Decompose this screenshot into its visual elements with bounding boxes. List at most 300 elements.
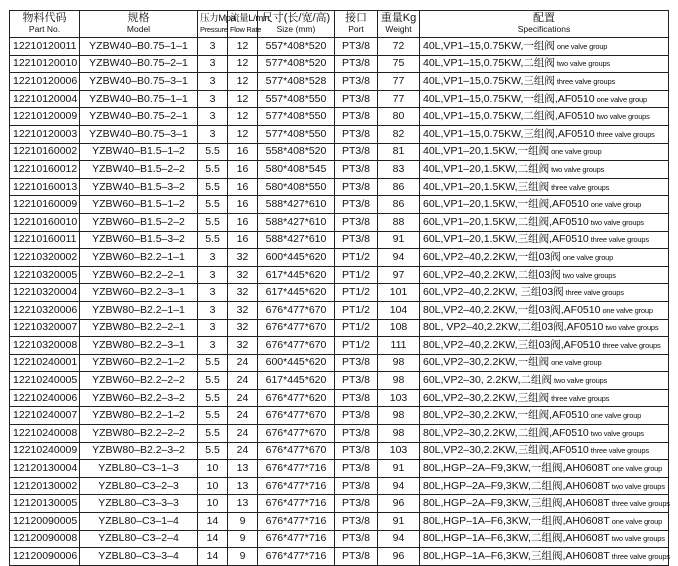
- size-cell: 676*477*670: [258, 319, 335, 337]
- spec-english-note: two valve groups: [611, 534, 665, 544]
- model-cell: YZBL80–C3–1–4: [80, 513, 198, 531]
- specifications-cell: [420, 337, 669, 355]
- weight-cell: 94: [378, 477, 420, 495]
- part-no-cell: 12210240005: [10, 372, 80, 390]
- port-cell: PT3/8: [335, 372, 378, 390]
- table-row: [10, 196, 669, 214]
- weight-cell: 98: [378, 407, 420, 425]
- weight-cell: 77: [378, 73, 420, 91]
- pressure-cell: 5.5: [198, 231, 228, 249]
- flow-rate-cell: 13: [228, 477, 258, 495]
- model-cell: YZBW80–B2.2–3–2: [80, 442, 198, 460]
- port-cell: PT3/8: [335, 231, 378, 249]
- part-no-cell: 12210240006: [10, 389, 80, 407]
- weight-cell: 91: [378, 460, 420, 478]
- table-row: [10, 460, 669, 478]
- model-cell: YZBW40–B1.5–3–2: [80, 178, 198, 196]
- part-no-cell: 12210120004: [10, 90, 80, 108]
- spec-english-note: three valve groups: [590, 446, 649, 456]
- size-cell: 676*477*670: [258, 407, 335, 425]
- size-cell: 580*408*545: [258, 161, 335, 179]
- header-weight: 重量Kg Weight: [378, 11, 420, 38]
- flow-rate-cell: 16: [228, 213, 258, 231]
- part-no-cell: 12210240007: [10, 407, 80, 425]
- weight-cell: 77: [378, 90, 420, 108]
- spec-english-note: two valve groups: [596, 112, 650, 122]
- pressure-cell: 3: [198, 301, 228, 319]
- pressure-cell: 10: [198, 460, 228, 478]
- spec-english-note: one valve group: [611, 464, 663, 474]
- weight-cell: 98: [378, 354, 420, 372]
- weight-cell: 83: [378, 161, 420, 179]
- part-no-cell: 12210320008: [10, 337, 80, 355]
- weight-cell: 96: [378, 548, 420, 566]
- size-cell: 617*445*620: [258, 266, 335, 284]
- flow-rate-cell: 32: [228, 284, 258, 302]
- flow-rate-cell: 24: [228, 354, 258, 372]
- model-cell: YZBW40–B0.75–3–1: [80, 73, 198, 91]
- spec-text: 80L,VP2–40,2.2KW,一组03阀,AF0510: [423, 303, 601, 316]
- specifications-cell: [420, 548, 669, 566]
- specifications-cell: [420, 530, 669, 548]
- part-no-cell: 12210160013: [10, 178, 80, 196]
- spec-text: 80L, VP2–40,2.2KW,二组03阀,AF0510: [423, 321, 604, 334]
- spec-english-note: three valve groups: [551, 393, 610, 403]
- spec-text: 40L,VP1–15,0.75KW,二组阀,AF0510: [423, 110, 595, 123]
- spec-english-note: two valve groups: [551, 164, 605, 174]
- table-row: [10, 284, 669, 302]
- flow-rate-cell: 9: [228, 530, 258, 548]
- spec-english-note: three valve groups: [556, 76, 616, 86]
- spec-text: 60L,VP2–30,2.2KW,三组阀: [423, 391, 550, 404]
- table-row: [10, 125, 669, 143]
- size-cell: 676*477*716: [258, 530, 335, 548]
- model-cell: YZBW40–B1.5–1–2: [80, 143, 198, 161]
- size-cell: 676*477*716: [258, 495, 335, 513]
- spec-text: 40L,VP1–15,0.75KW,三组阀: [423, 74, 555, 87]
- port-cell: PT3/8: [335, 548, 378, 566]
- weight-cell: 86: [378, 196, 420, 214]
- model-cell: YZBW60–B1.5–2–2: [80, 213, 198, 231]
- header-port: 接口 Port: [335, 11, 378, 38]
- table-row: [10, 530, 669, 548]
- part-no-cell: 12210120003: [10, 125, 80, 143]
- port-cell: PT3/8: [335, 425, 378, 443]
- port-cell: PT3/8: [335, 143, 378, 161]
- size-cell: 676*477*670: [258, 301, 335, 319]
- specifications-cell: [420, 55, 669, 73]
- table-row: [10, 178, 669, 196]
- specifications-cell: [420, 108, 669, 126]
- spec-english-note: one valve group: [602, 305, 653, 315]
- header-specifications: 配置 Specifications: [420, 11, 669, 38]
- table-row: [10, 213, 669, 231]
- table-row: [10, 407, 669, 425]
- part-no-cell: 12210120009: [10, 108, 80, 126]
- pressure-cell: 3: [198, 73, 228, 91]
- port-cell: PT3/8: [335, 178, 378, 196]
- table-row: [10, 143, 669, 161]
- model-cell: YZBW40–B0.75–3–1: [80, 125, 198, 143]
- pressure-cell: 14: [198, 530, 228, 548]
- model-cell: YZBW40–B0.75–1–1: [80, 90, 198, 108]
- weight-cell: 88: [378, 213, 420, 231]
- flow-rate-cell: 24: [228, 389, 258, 407]
- weight-cell: 111: [378, 337, 420, 355]
- spec-english-note: one valve group: [556, 41, 608, 51]
- spec-english-note: one valve group: [590, 200, 642, 210]
- size-cell: 676*477*620: [258, 389, 335, 407]
- pressure-cell: 5.5: [198, 407, 228, 425]
- size-cell: 676*477*670: [258, 442, 335, 460]
- specifications-cell: [420, 495, 669, 513]
- port-cell: PT3/8: [335, 213, 378, 231]
- size-cell: 676*477*716: [258, 548, 335, 566]
- weight-cell: 91: [378, 513, 420, 531]
- part-no-cell: 12210320004: [10, 284, 80, 302]
- pressure-cell: 5.5: [198, 213, 228, 231]
- spec-text: 60L,VP2–40,2.2KW, 三组03阀: [423, 286, 564, 299]
- port-cell: PT1/2: [335, 266, 378, 284]
- spec-text: 80L,HGP–1A–F6,3KW,二组阀,AH0608T: [423, 532, 610, 545]
- pressure-cell: 3: [198, 337, 228, 355]
- model-cell: YZBW40–B1.5–2–2: [80, 161, 198, 179]
- model-cell: YZBL80–C3–2–4: [80, 530, 198, 548]
- spec-english-note: two valve groups: [611, 481, 665, 491]
- flow-rate-cell: 13: [228, 460, 258, 478]
- size-cell: 617*445*620: [258, 372, 335, 390]
- pressure-cell: 3: [198, 249, 228, 267]
- table-row: [10, 548, 669, 566]
- port-cell: PT3/8: [335, 55, 378, 73]
- table-row: [10, 55, 669, 73]
- pressure-cell: 3: [198, 125, 228, 143]
- specifications-cell: [420, 125, 669, 143]
- specifications-cell: [420, 178, 669, 196]
- table-row: [10, 266, 669, 284]
- specifications-cell: [420, 161, 669, 179]
- specifications-cell: [420, 372, 669, 390]
- model-cell: YZBW60–B1.5–1–2: [80, 196, 198, 214]
- flow-rate-cell: 12: [228, 73, 258, 91]
- table-row: [10, 108, 669, 126]
- spec-text: 80L,VP2–30,2.2KW,三组阀,AF0510: [423, 444, 589, 457]
- pressure-cell: 3: [198, 55, 228, 73]
- spec-text: 60L,VP2–30, 2.2KW,二组阀: [423, 374, 552, 387]
- flow-rate-cell: 16: [228, 161, 258, 179]
- table-row: [10, 73, 669, 91]
- pressure-cell: 3: [198, 284, 228, 302]
- spec-text: 80L,VP2–40,2.2KW,三组03阀,AF0510: [423, 338, 601, 351]
- flow-rate-cell: 24: [228, 407, 258, 425]
- specifications-cell: [420, 477, 669, 495]
- table-row: [10, 442, 669, 460]
- size-cell: 676*477*716: [258, 460, 335, 478]
- specifications-cell: [420, 513, 669, 531]
- flow-rate-cell: 9: [228, 548, 258, 566]
- part-no-cell: 12210160011: [10, 231, 80, 249]
- model-cell: YZBL80–C3–1–3: [80, 460, 198, 478]
- model-cell: YZBW80–B2.2–2–1: [80, 319, 198, 337]
- pressure-cell: 5.5: [198, 389, 228, 407]
- port-cell: PT3/8: [335, 196, 378, 214]
- weight-cell: 80: [378, 108, 420, 126]
- part-no-cell: 12210320007: [10, 319, 80, 337]
- table-row: [10, 513, 669, 531]
- port-cell: PT3/8: [335, 389, 378, 407]
- part-no-cell: 12210120011: [10, 38, 80, 56]
- table-row: [10, 90, 669, 108]
- pressure-cell: 3: [198, 108, 228, 126]
- size-cell: 577*408*550: [258, 108, 335, 126]
- spec-english-note: three valve groups: [590, 235, 649, 245]
- size-cell: 676*477*670: [258, 337, 335, 355]
- spec-english-note: one valve group: [611, 516, 663, 526]
- size-cell: 676*477*716: [258, 513, 335, 531]
- specifications-cell: [420, 38, 669, 56]
- table-row: [10, 38, 669, 56]
- model-cell: YZBW60–B2.2–2–1: [80, 266, 198, 284]
- specifications-cell: [420, 266, 669, 284]
- port-cell: PT3/8: [335, 495, 378, 513]
- size-cell: 588*427*610: [258, 231, 335, 249]
- specifications-cell: [420, 460, 669, 478]
- pressure-cell: 5.5: [198, 442, 228, 460]
- weight-cell: 81: [378, 143, 420, 161]
- header-part-no: 物料代码 Part No.: [10, 11, 80, 38]
- spec-english-note: two valve groups: [590, 217, 644, 227]
- weight-cell: 75: [378, 55, 420, 73]
- part-no-cell: 12210320006: [10, 301, 80, 319]
- spec-text: 60L,VP2–40,2.2KW,一组03阀: [423, 250, 561, 263]
- part-no-cell: 12210120006: [10, 73, 80, 91]
- pressure-cell: 5.5: [198, 178, 228, 196]
- spec-english-note: one valve group: [596, 94, 647, 104]
- flow-rate-cell: 24: [228, 442, 258, 460]
- table-row: [10, 319, 669, 337]
- table-body: [10, 38, 669, 566]
- model-cell: YZBW80–B2.2–1–1: [80, 301, 198, 319]
- specifications-cell: [420, 301, 669, 319]
- size-cell: 676*477*670: [258, 425, 335, 443]
- model-cell: YZBW40–B0.75–2–1: [80, 108, 198, 126]
- spec-table-container: [9, 10, 668, 566]
- spec-english-note: three valve groups: [602, 340, 661, 350]
- model-cell: YZBW40–B0.75–2–1: [80, 55, 198, 73]
- flow-rate-cell: 16: [228, 196, 258, 214]
- port-cell: PT3/8: [335, 38, 378, 56]
- spec-text: 80L,HGP–1A–F6,3KW,三组阀,AH0608T: [423, 550, 610, 563]
- flow-rate-cell: 32: [228, 301, 258, 319]
- pressure-cell: 3: [198, 266, 228, 284]
- weight-cell: 98: [378, 372, 420, 390]
- spec-text: 80L,HGP–2A–F9,3KW,一组阀,AH0608T: [423, 462, 610, 475]
- part-no-cell: 12120090005: [10, 513, 80, 531]
- part-no-cell: 12210240001: [10, 354, 80, 372]
- flow-rate-cell: 13: [228, 495, 258, 513]
- pressure-cell: 5.5: [198, 143, 228, 161]
- port-cell: PT3/8: [335, 90, 378, 108]
- header-size: 尺寸(长/宽/高) Size (mm): [258, 11, 335, 38]
- table-row: [10, 425, 669, 443]
- weight-cell: 101: [378, 284, 420, 302]
- pressure-cell: 5.5: [198, 161, 228, 179]
- size-cell: 588*427*610: [258, 196, 335, 214]
- model-cell: YZBW60–B2.2–3–2: [80, 389, 198, 407]
- table-row: [10, 337, 669, 355]
- spec-english-note: two valve groups: [553, 376, 608, 386]
- specifications-cell: [420, 389, 669, 407]
- pressure-cell: 5.5: [198, 196, 228, 214]
- flow-rate-cell: 16: [228, 178, 258, 196]
- pressure-cell: 5.5: [198, 425, 228, 443]
- weight-cell: 86: [378, 178, 420, 196]
- weight-cell: 94: [378, 530, 420, 548]
- spec-text: 40L,VP1–20,1.5KW,一组阀: [423, 145, 550, 158]
- model-cell: YZBW40–B0.75–1–1: [80, 38, 198, 56]
- part-no-cell: 12210320005: [10, 266, 80, 284]
- table-row: [10, 301, 669, 319]
- port-cell: PT3/8: [335, 125, 378, 143]
- spec-english-note: two valve groups: [605, 323, 659, 333]
- flow-rate-cell: 24: [228, 372, 258, 390]
- part-no-cell: 12210320002: [10, 249, 80, 267]
- spec-text: 60L,VP1–20,1.5KW,二组阀,AF0510: [423, 215, 589, 228]
- part-no-cell: 12210160012: [10, 161, 80, 179]
- port-cell: PT1/2: [335, 337, 378, 355]
- table-row: [10, 389, 669, 407]
- flow-rate-cell: 32: [228, 266, 258, 284]
- flow-rate-cell: 12: [228, 38, 258, 56]
- pressure-cell: 14: [198, 513, 228, 531]
- spec-text: 80L,VP2–30,2.2KW,二组阀,AF0510: [423, 426, 589, 439]
- part-no-cell: 12210240009: [10, 442, 80, 460]
- size-cell: 557*408*520: [258, 38, 335, 56]
- model-cell: YZBW60–B1.5–3–2: [80, 231, 198, 249]
- size-cell: 617*445*620: [258, 284, 335, 302]
- part-no-cell: 12210160009: [10, 196, 80, 214]
- specifications-cell: [420, 90, 669, 108]
- part-no-cell: 12210240008: [10, 425, 80, 443]
- pressure-cell: 10: [198, 477, 228, 495]
- port-cell: PT3/8: [335, 530, 378, 548]
- size-cell: 577*408*520: [258, 55, 335, 73]
- flow-rate-cell: 32: [228, 249, 258, 267]
- flow-rate-cell: 32: [228, 319, 258, 337]
- weight-cell: 103: [378, 442, 420, 460]
- specifications-cell: [420, 73, 669, 91]
- pressure-cell: 10: [198, 495, 228, 513]
- table-row: [10, 495, 669, 513]
- port-cell: PT1/2: [335, 249, 378, 267]
- port-cell: PT3/8: [335, 73, 378, 91]
- size-cell: 600*445*620: [258, 249, 335, 267]
- header-flow-rate: 流量L/min Flow Rate: [228, 11, 258, 38]
- part-no-cell: 12120130002: [10, 477, 80, 495]
- specifications-cell: [420, 407, 669, 425]
- size-cell: 558*408*520: [258, 143, 335, 161]
- part-no-cell: 12210160002: [10, 143, 80, 161]
- port-cell: PT1/2: [335, 284, 378, 302]
- spec-text: 40L,VP1–20,1.5KW,二组阀: [423, 162, 550, 175]
- model-cell: YZBL80–C3–3–3: [80, 495, 198, 513]
- model-cell: YZBW60–B2.2–1–1: [80, 249, 198, 267]
- spec-text: 60L,VP2–30,2.2KW,一组阀: [423, 356, 550, 369]
- port-cell: PT3/8: [335, 108, 378, 126]
- flow-rate-cell: 12: [228, 108, 258, 126]
- weight-cell: 94: [378, 249, 420, 267]
- pressure-cell: 3: [198, 319, 228, 337]
- spec-english-note: two valve groups: [562, 270, 616, 280]
- flow-rate-cell: 16: [228, 143, 258, 161]
- pressure-cell: 5.5: [198, 354, 228, 372]
- flow-rate-cell: 12: [228, 90, 258, 108]
- model-cell: YZBW80–B2.2–2–2: [80, 425, 198, 443]
- size-cell: 577*408*550: [258, 125, 335, 143]
- flow-rate-cell: 9: [228, 513, 258, 531]
- spec-text: 80L,HGP–1A–F6,3KW,一组阀,AH0608T: [423, 514, 610, 527]
- spec-text: 60L,VP2–40,2.2KW,二组03阀: [423, 268, 561, 281]
- spec-text: 80L,HGP–2A–F9,3KW,二组阀,AH0608T: [423, 479, 610, 492]
- flow-rate-cell: 12: [228, 55, 258, 73]
- weight-cell: 91: [378, 231, 420, 249]
- specifications-cell: [420, 213, 669, 231]
- port-cell: PT1/2: [335, 301, 378, 319]
- table-header: [10, 11, 669, 38]
- spec-english-note: two valve groups: [556, 59, 610, 69]
- flow-rate-cell: 12: [228, 125, 258, 143]
- pressure-cell: 3: [198, 90, 228, 108]
- port-cell: PT1/2: [335, 319, 378, 337]
- spec-text: 80L,HGP–2A–F9,3KW,三组阀,AH0608T: [423, 497, 610, 510]
- weight-cell: 98: [378, 425, 420, 443]
- port-cell: PT3/8: [335, 460, 378, 478]
- specifications-cell: [420, 425, 669, 443]
- flow-rate-cell: 32: [228, 337, 258, 355]
- spec-text: 40L,VP1–15,0.75KW,二组阀: [423, 57, 555, 70]
- pressure-cell: 3: [198, 38, 228, 56]
- part-no-cell: 12210160010: [10, 213, 80, 231]
- model-cell: YZBW60–B2.2–3–1: [80, 284, 198, 302]
- weight-cell: 97: [378, 266, 420, 284]
- table-row: [10, 231, 669, 249]
- table-row: [10, 372, 669, 390]
- specifications-cell: [420, 284, 669, 302]
- spec-text: 40L,VP1–20,1.5KW,三组阀: [423, 180, 550, 193]
- port-cell: PT3/8: [335, 354, 378, 372]
- specifications-cell: [420, 231, 669, 249]
- port-cell: PT3/8: [335, 161, 378, 179]
- spec-english-note: three valve groups: [565, 288, 624, 298]
- specifications-cell: [420, 354, 669, 372]
- port-cell: PT3/8: [335, 477, 378, 495]
- table-row: [10, 161, 669, 179]
- size-cell: 577*408*528: [258, 73, 335, 91]
- spec-text: 40L,VP1–15,0.75KW,一组阀: [423, 39, 555, 52]
- port-cell: PT3/8: [335, 513, 378, 531]
- model-cell: YZBW80–B2.2–1–2: [80, 407, 198, 425]
- weight-cell: 96: [378, 495, 420, 513]
- hydraulic-unit-spec-table: [9, 10, 669, 566]
- spec-english-note: one valve group: [551, 147, 602, 157]
- port-cell: PT3/8: [335, 442, 378, 460]
- flow-rate-cell: 24: [228, 425, 258, 443]
- model-cell: YZBW80–B2.2–3–1: [80, 337, 198, 355]
- model-cell: YZBW60–B2.2–2–2: [80, 372, 198, 390]
- size-cell: 600*445*620: [258, 354, 335, 372]
- spec-english-note: one valve group: [590, 411, 642, 421]
- spec-english-note: two valve groups: [590, 428, 644, 438]
